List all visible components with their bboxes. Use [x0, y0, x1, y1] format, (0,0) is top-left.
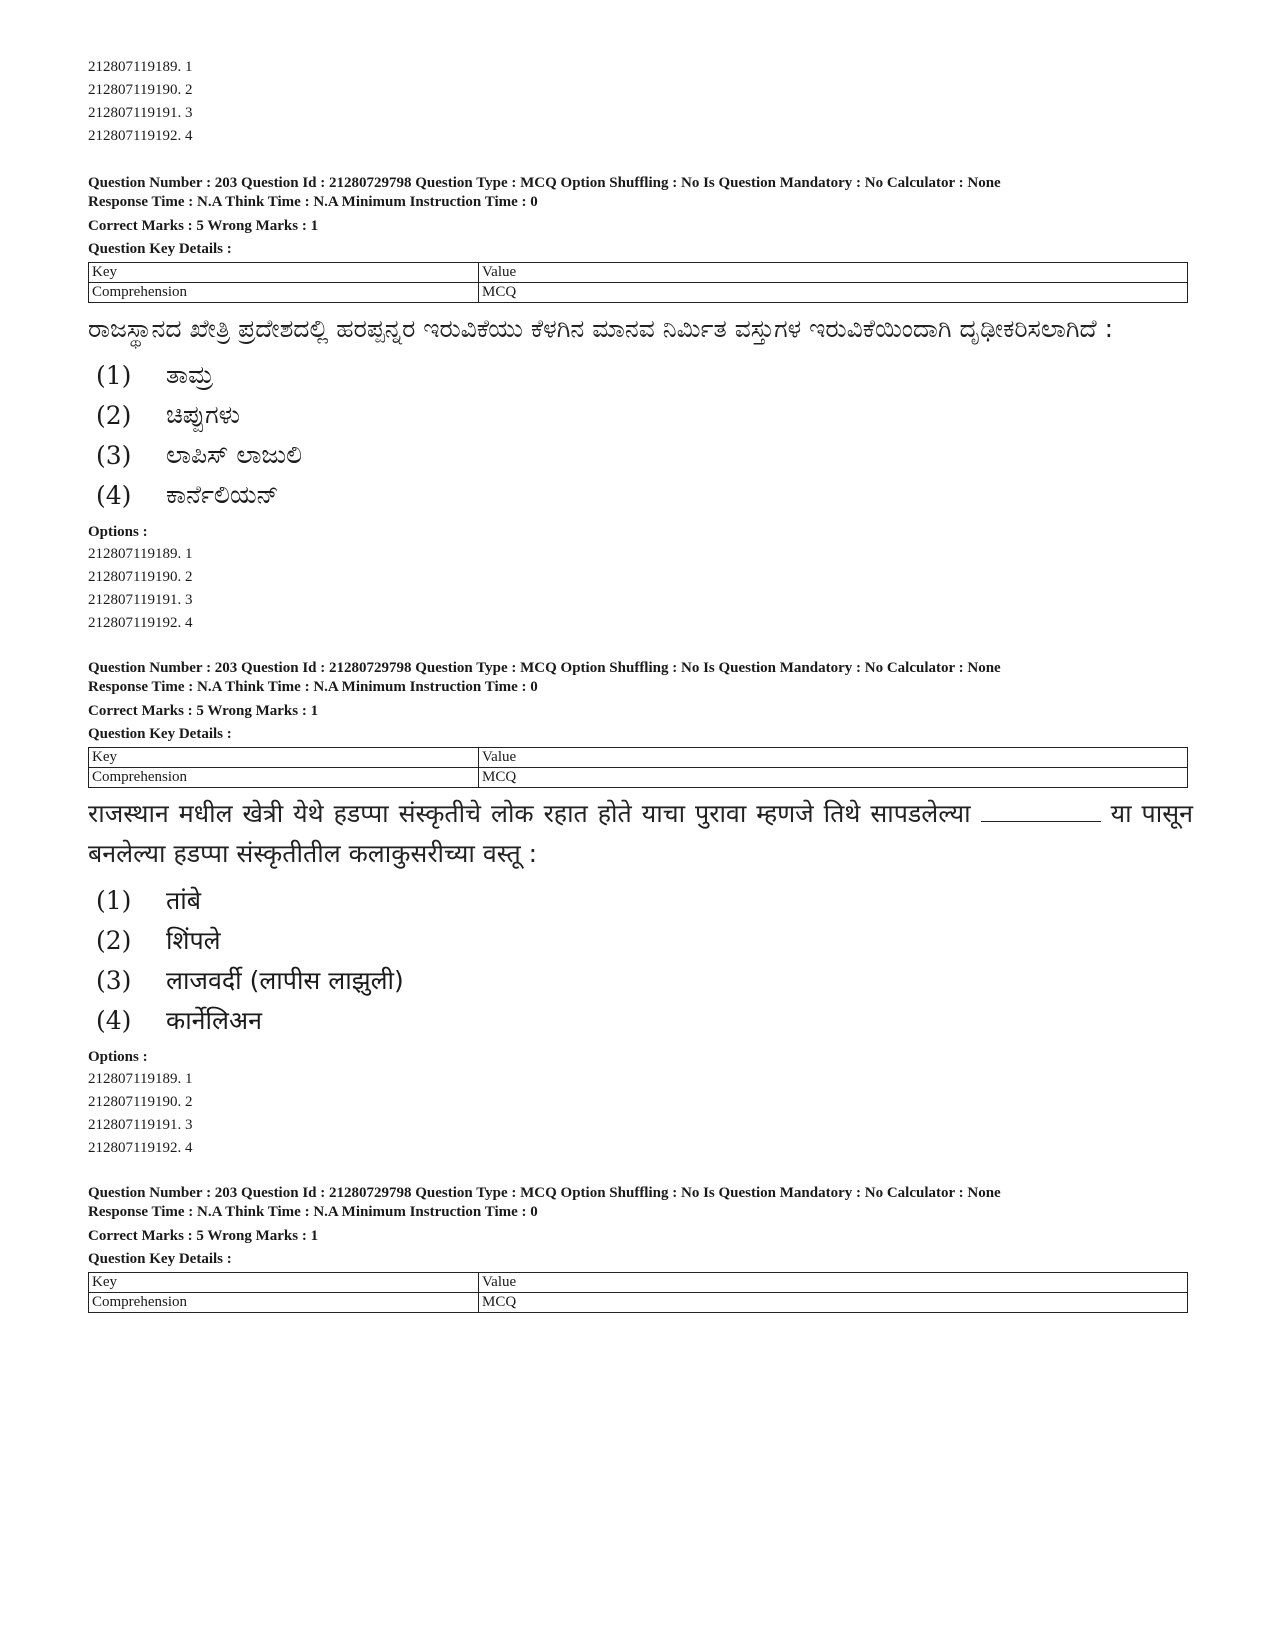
choice-number: (4) — [96, 480, 132, 510]
option-id: 212807119189. 1 — [88, 546, 193, 562]
value-header: Value — [479, 1273, 1188, 1293]
choice-text: लाजवर्दी (लापीस लाझुली) — [166, 966, 404, 995]
marks-line: Correct Marks : 5 Wrong Marks : 1 — [88, 703, 319, 719]
question-text-part1: राजस्थान मधील खेत्री येथे हडप्पा संस्कृतीचे लोक रहात होते याचा पुरावा म्हणजे तिथे सापडलेल्या — [88, 799, 971, 828]
choice-text: शिंपले — [166, 926, 221, 955]
option-id: 212807119190. 2 — [88, 1094, 193, 1110]
question-meta-line2: Response Time : N.A Think Time : N.A Minimum Instruction Time : 0 — [88, 679, 538, 695]
question-text — [88, 794, 1193, 874]
question-meta-line1: Question Number : 203 Question Id : 21280729798 Question Type : MCQ Option Shuffling : No Is Question Mandatory : No Calculator : None — [88, 660, 1001, 676]
choice-text: ಚಿಪ್ಪುಗಳು — [166, 400, 241, 429]
marks-line: Correct Marks : 5 Wrong Marks : 1 — [88, 1228, 319, 1244]
value-cell: MCQ — [479, 1293, 1188, 1313]
question-block-next — [88, 1184, 1193, 1313]
question-text: ರಾಜಸ್ಥಾನದ ಖೇತ್ರಿ ಪ್ರದೇಶದಲ್ಲಿ ಹರಪ್ಪನ್ನರ ಇರುವಿಕೆಯು ಕೆಳಗಿನ ಮಾನವ ನಿರ್ಮಿತ ವಸ್ತುಗಳ ಇರುವಿಕೆಯಿಂದಾಗಿ ದೃಢೀಕರಿಸಲಾಗಿದೆ : — [88, 314, 1114, 343]
table-row — [89, 283, 1188, 303]
question-meta-line1: Question Number : 203 Question Id : 21280729798 Question Type : MCQ Option Shuffling : No Is Question Mandatory : No Calculator : None — [88, 1185, 1001, 1201]
option-id: 212807119191. 3 — [88, 592, 193, 608]
table-row — [89, 748, 1188, 768]
key-details-label: Question Key Details : — [88, 726, 232, 742]
key-details-table — [88, 262, 1188, 303]
choice-number: (3) — [96, 440, 132, 470]
key-header: Key — [89, 748, 479, 768]
table-row — [89, 1293, 1188, 1313]
table-row — [89, 768, 1188, 788]
key-details-label: Question Key Details : — [88, 241, 232, 257]
key-details-table — [88, 1272, 1188, 1313]
answer-choices — [88, 880, 1193, 1040]
question-meta-line2: Response Time : N.A Think Time : N.A Minimum Instruction Time : 0 — [88, 1204, 538, 1220]
table-row — [89, 263, 1188, 283]
choice-text: ಕಾರ್ನೆಲಿಯನ್ — [166, 480, 279, 509]
choice-text: कार्नेलिअन — [166, 1006, 262, 1035]
choice-number: (3) — [96, 965, 132, 995]
value-cell: MCQ — [479, 768, 1188, 788]
answer-choice — [88, 355, 1193, 395]
choice-number: (4) — [96, 1005, 132, 1035]
options-label: Options : — [88, 1049, 148, 1065]
answer-choice — [88, 395, 1193, 435]
option-id: 212807119190. 2 — [88, 82, 193, 98]
choice-text: ಲಾಪಿಸ್ ಲಾಜುಲಿ — [166, 440, 303, 469]
option-id: 212807119191. 3 — [88, 105, 193, 121]
value-cell: MCQ — [479, 283, 1188, 303]
option-id: 212807119189. 1 — [88, 59, 193, 75]
document-page — [88, 56, 1193, 1319]
table-row — [89, 1273, 1188, 1293]
choice-text: ತಾಮ್ರ — [166, 360, 213, 389]
option-id: 212807119190. 2 — [88, 569, 193, 585]
key-cell: Comprehension — [89, 1293, 479, 1313]
choice-number: (1) — [96, 885, 132, 915]
question-meta-line1: Question Number : 203 Question Id : 21280729798 Question Type : MCQ Option Shuffling : No Is Question Mandatory : No Calculator : None — [88, 175, 1001, 191]
question-block-kannada — [88, 174, 1193, 635]
answer-choice — [88, 960, 1193, 1000]
key-details-label: Question Key Details : — [88, 1251, 232, 1267]
choice-number: (2) — [96, 925, 132, 955]
question-meta-line2: Response Time : N.A Think Time : N.A Minimum Instruction Time : 0 — [88, 194, 538, 210]
option-id: 212807119192. 4 — [88, 1140, 193, 1156]
value-header: Value — [479, 748, 1188, 768]
key-details-table — [88, 747, 1188, 788]
question-block-marathi — [88, 659, 1193, 1160]
answer-choices — [88, 355, 1193, 515]
choice-number: (1) — [96, 360, 132, 390]
fill-in-blank — [981, 797, 1101, 822]
options-list — [88, 543, 1193, 635]
key-cell: Comprehension — [89, 768, 479, 788]
answer-choice — [88, 475, 1193, 515]
options-list — [88, 1068, 1193, 1160]
key-header: Key — [89, 1273, 479, 1293]
answer-choice — [88, 880, 1193, 920]
options-label: Options : — [88, 524, 148, 540]
answer-choice — [88, 1000, 1193, 1040]
marks-line: Correct Marks : 5 Wrong Marks : 1 — [88, 218, 319, 234]
key-header: Key — [89, 263, 479, 283]
answer-choice — [88, 435, 1193, 475]
answer-choice — [88, 920, 1193, 960]
choice-text: तांबे — [166, 886, 202, 915]
option-id: 212807119191. 3 — [88, 1117, 193, 1133]
value-header: Value — [479, 263, 1188, 283]
choice-number: (2) — [96, 400, 132, 430]
key-cell: Comprehension — [89, 283, 479, 303]
top-options-list — [88, 56, 1193, 148]
question-text-part2: या पासून बनलेल्या हडप्पा संस्कृतीतील कलाकुसरीच्या वस्तू : — [88, 799, 1193, 868]
option-id: 212807119192. 4 — [88, 128, 193, 144]
option-id: 212807119192. 4 — [88, 615, 193, 631]
option-id: 212807119189. 1 — [88, 1071, 193, 1087]
